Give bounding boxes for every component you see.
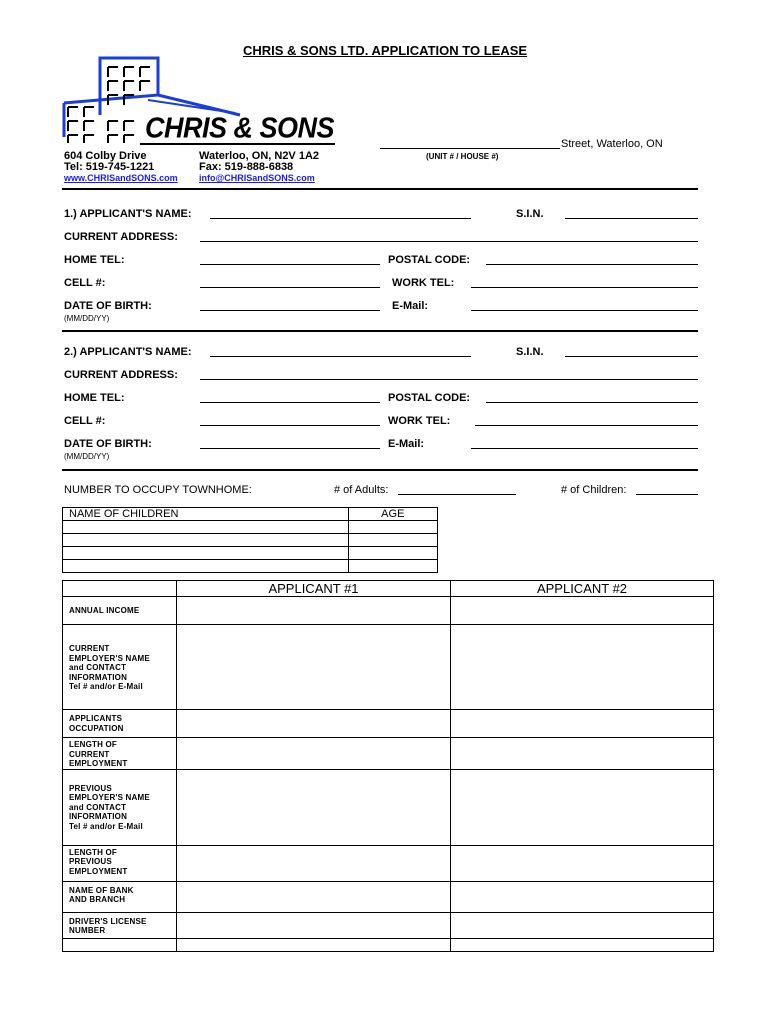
applicant2-bank-cell[interactable] bbox=[451, 881, 714, 912]
row-label-line: Tel # and/or E-Mail bbox=[69, 821, 143, 831]
applicant2-cell-label: CELL #: bbox=[64, 415, 106, 427]
applicant2-dob-field[interactable] bbox=[200, 448, 380, 449]
applicant2-home-tel-label: HOME TEL: bbox=[64, 392, 125, 404]
employment-table bbox=[62, 580, 714, 952]
child-age-cell[interactable] bbox=[348, 521, 437, 534]
applicant2-dob-label: DATE OF BIRTH: bbox=[64, 438, 152, 450]
child-name-cell[interactable] bbox=[63, 560, 349, 573]
applicant1-dob-label: DATE OF BIRTH: bbox=[64, 300, 152, 312]
child-age-cell[interactable] bbox=[348, 547, 437, 560]
row-label-line: NAME OF BANK bbox=[69, 885, 134, 895]
previous-employer-label bbox=[63, 769, 177, 845]
applicant2-sin-field[interactable] bbox=[565, 356, 698, 357]
applicant1-sin-field[interactable] bbox=[565, 218, 698, 219]
applicant2-annual-income-cell[interactable] bbox=[451, 597, 714, 625]
child-name-cell[interactable] bbox=[63, 534, 349, 547]
occupancy-label: NUMBER TO OCCUPY TOWNHOME: bbox=[64, 484, 252, 496]
applicant2-work-tel-field[interactable] bbox=[475, 425, 698, 426]
current-employment-length-label bbox=[63, 738, 177, 770]
applicant2-address-label: CURRENT ADDRESS: bbox=[64, 369, 178, 381]
applicant1-previous-length-cell[interactable] bbox=[177, 845, 451, 881]
applicant1-work-tel-label: WORK TEL: bbox=[392, 277, 455, 289]
applicant1-name-field[interactable] bbox=[210, 218, 471, 219]
logo-text: CHRIS & SONS bbox=[145, 112, 335, 144]
applicant1-postal-label: POSTAL CODE: bbox=[388, 254, 471, 266]
applicant2-previous-employer-cell[interactable] bbox=[451, 769, 714, 845]
row-label-line: EMPLOYER'S NAME bbox=[69, 653, 150, 663]
row-label-line: CURRENT bbox=[69, 644, 110, 653]
applicant1-license-cell[interactable] bbox=[177, 912, 451, 938]
applicant1-dob-format: (MM/DD/YY) bbox=[64, 314, 110, 323]
page-title: CHRIS & SONS LTD. APPLICATION TO LEASE bbox=[242, 43, 528, 58]
applicant2-sin-label: S.I.N. bbox=[516, 346, 544, 358]
annual-income-label bbox=[63, 597, 177, 625]
row-label-line: PREVIOUS bbox=[69, 857, 112, 866]
applicant2-email-label: E-Mail: bbox=[388, 438, 425, 450]
company-website-link[interactable]: www.CHRISandSONS.com bbox=[64, 173, 178, 183]
applicant1-column-header: APPLICANT #1 bbox=[177, 581, 451, 597]
row-label-line: PREVIOUS bbox=[69, 783, 112, 793]
applicant1-home-tel-label: HOME TEL: bbox=[64, 254, 125, 266]
applicant2-work-tel-label: WORK TEL: bbox=[388, 415, 451, 427]
applicant1-address-label: CURRENT ADDRESS: bbox=[64, 231, 178, 243]
children-field[interactable] bbox=[636, 494, 698, 495]
company-tel: Tel: 519-745-1221 bbox=[64, 161, 155, 173]
child-name-cell[interactable] bbox=[63, 521, 349, 534]
current-employer-label bbox=[63, 625, 177, 710]
applicant2-home-tel-field[interactable] bbox=[200, 402, 380, 403]
applicant2-occupation-cell[interactable] bbox=[451, 710, 714, 738]
child-age-cell[interactable] bbox=[348, 560, 437, 573]
company-email-link[interactable]: info@CHRISandSONS.com bbox=[199, 173, 315, 183]
row-label-line: EMPLOYMENT bbox=[69, 866, 128, 876]
children-name-header: NAME OF CHILDREN bbox=[63, 508, 349, 521]
applicant1-address-field[interactable] bbox=[200, 241, 698, 242]
applicant1-name-label: 1.) APPLICANT'S NAME: bbox=[64, 208, 192, 220]
divider bbox=[62, 330, 698, 332]
row-label-line: ANNUAL INCOME bbox=[69, 606, 140, 615]
applicant1-sin-label: S.I.N. bbox=[516, 208, 544, 220]
company-fax: Fax: 519-888-6838 bbox=[199, 161, 294, 173]
applicant2-postal-label: POSTAL CODE: bbox=[388, 392, 471, 404]
row-label-line: AND BRANCH bbox=[69, 895, 126, 904]
previous-employment-length-label bbox=[63, 845, 177, 881]
child-age-cell[interactable] bbox=[348, 534, 437, 547]
row-label-line: and CONTACT bbox=[69, 663, 127, 672]
applicant1-occupation-cell[interactable] bbox=[177, 710, 451, 738]
row-label-line: DRIVER'S LICENSE bbox=[69, 916, 147, 926]
applicant2-cell-field[interactable] bbox=[200, 425, 380, 426]
row-label-line: EMPLOYER'S NAME bbox=[69, 793, 150, 802]
applicant1-annual-income-cell[interactable] bbox=[177, 597, 451, 625]
child-name-cell[interactable] bbox=[63, 547, 349, 560]
company-address-line2: Waterloo, ON, N2V 1A2 bbox=[199, 150, 320, 162]
divider bbox=[62, 188, 698, 190]
applicant2-previous-length-cell[interactable] bbox=[451, 845, 714, 881]
row-label-line: LENGTH OF bbox=[69, 740, 118, 749]
header-blank-cell bbox=[63, 581, 177, 597]
row-label-line: LENGTH OF bbox=[69, 847, 118, 857]
empty-cell[interactable] bbox=[177, 938, 451, 951]
row-label-line: and CONTACT bbox=[69, 802, 127, 812]
applicant1-previous-employer-cell[interactable] bbox=[177, 769, 451, 845]
applicant1-dob-field[interactable] bbox=[200, 310, 380, 311]
applicant1-cell-field[interactable] bbox=[200, 287, 380, 288]
row-label-line: OCCUPATION bbox=[69, 723, 124, 733]
empty-cell[interactable] bbox=[451, 938, 714, 951]
applicant1-current-employer-cell[interactable] bbox=[177, 625, 451, 710]
applicant1-home-tel-field[interactable] bbox=[200, 264, 380, 265]
row-label-line: EMPLOYMENT bbox=[69, 759, 128, 768]
applicant1-cell-label: CELL #: bbox=[64, 277, 106, 289]
unit-street-suffix: Street, Waterloo, ON bbox=[561, 138, 663, 150]
drivers-license-label bbox=[63, 912, 177, 938]
divider bbox=[62, 469, 698, 471]
row-label-line: CURRENT bbox=[69, 749, 110, 759]
occupation-label bbox=[63, 710, 177, 738]
logo-underline bbox=[140, 143, 335, 145]
applicant1-email-field[interactable] bbox=[471, 310, 698, 311]
applicant2-dob-format: (MM/DD/YY) bbox=[64, 452, 110, 461]
applicant2-current-length-cell[interactable] bbox=[451, 738, 714, 770]
applicant2-name-label: 2.) APPLICANT'S NAME: bbox=[64, 346, 192, 358]
unit-input-line[interactable] bbox=[380, 148, 560, 149]
empty-cell bbox=[63, 938, 177, 951]
row-label-line: INFORMATION bbox=[69, 672, 128, 682]
bank-label bbox=[63, 881, 177, 912]
row-label-line: Tel # and/or E-Mail bbox=[69, 682, 143, 691]
adults-label: # of Adults: bbox=[334, 484, 389, 496]
children-age-header: AGE bbox=[348, 508, 437, 521]
applicant2-column-header: APPLICANT #2 bbox=[451, 581, 714, 597]
applicant2-postal-field[interactable] bbox=[486, 402, 698, 403]
row-label-line: NUMBER bbox=[69, 926, 106, 935]
applicant2-current-employer-cell[interactable] bbox=[451, 625, 714, 710]
row-label-line: INFORMATION bbox=[69, 812, 128, 821]
company-address-line1: 604 Colby Drive bbox=[64, 150, 147, 162]
applicant2-name-field[interactable] bbox=[210, 356, 471, 357]
applicant1-work-tel-field[interactable] bbox=[471, 287, 698, 288]
children-label: # of Children: bbox=[561, 484, 627, 496]
applicant1-bank-cell[interactable] bbox=[177, 881, 451, 912]
applicant1-postal-field[interactable] bbox=[486, 264, 698, 265]
adults-field[interactable] bbox=[398, 494, 516, 495]
children-table bbox=[62, 507, 438, 573]
applicant1-current-length-cell[interactable] bbox=[177, 738, 451, 770]
unit-caption: (UNIT # / HOUSE #) bbox=[426, 152, 499, 161]
applicant2-email-field[interactable] bbox=[471, 448, 698, 449]
applicant2-address-field[interactable] bbox=[200, 379, 698, 380]
applicant1-email-label: E-Mail: bbox=[392, 300, 429, 312]
row-label-line: APPLICANTS bbox=[69, 714, 123, 723]
applicant2-license-cell[interactable] bbox=[451, 912, 714, 938]
